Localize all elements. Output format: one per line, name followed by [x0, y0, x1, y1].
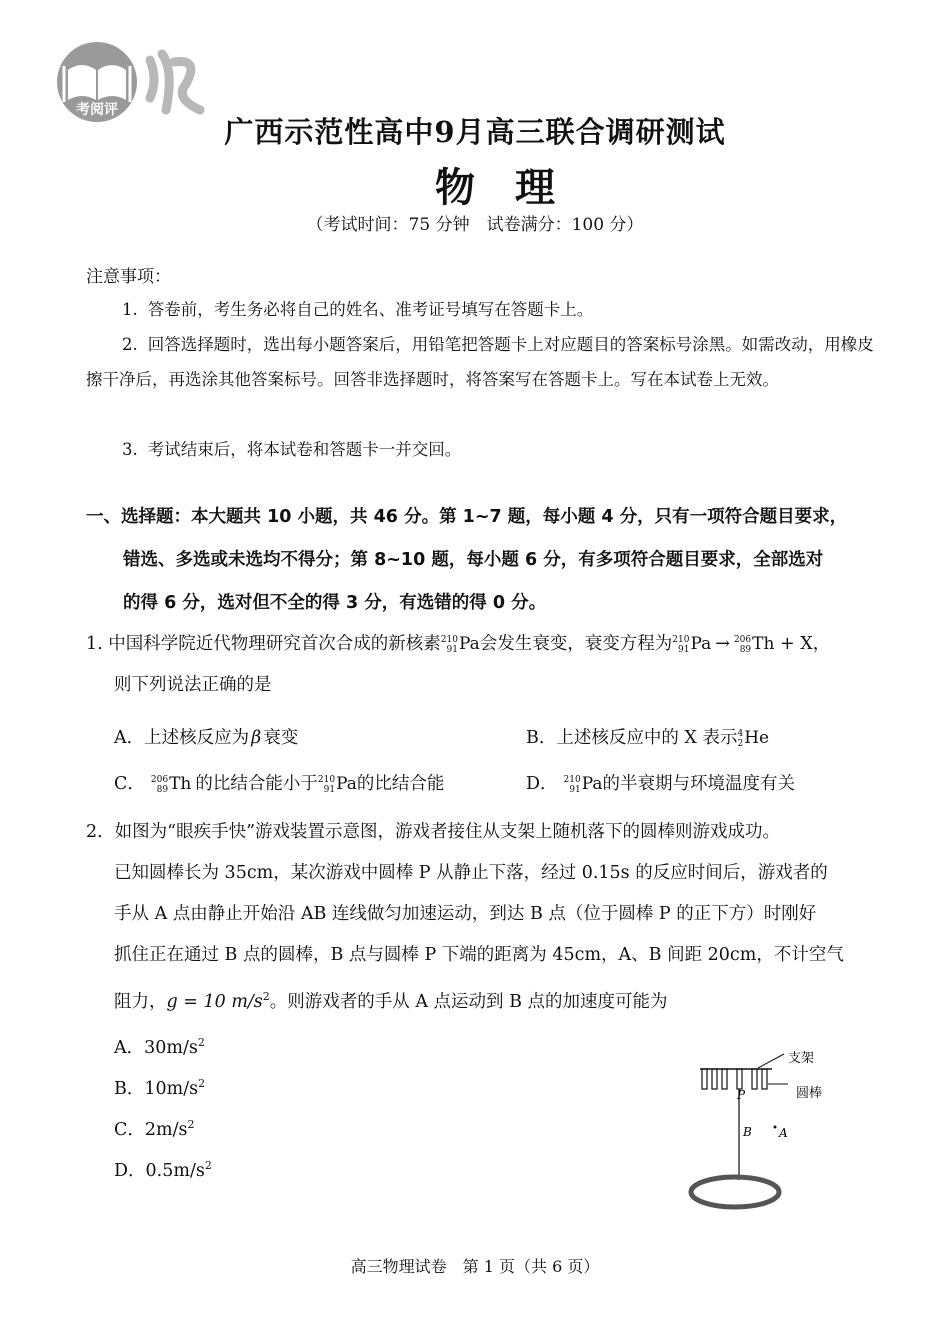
q1-stem-line2: 则下列说法正确的是	[114, 675, 272, 695]
point-a	[774, 1126, 777, 1129]
q2-number: 2．	[86, 822, 115, 842]
question-2	[86, 812, 886, 1023]
arrow-symbol: →	[715, 634, 730, 654]
nuclide-th: 206 89 Th	[733, 634, 775, 655]
section-line-2: 错选、多选或未选均不得分；第 8~10 题，每小题 6 分，有多项符合题目要求，全部选对	[123, 550, 824, 570]
note-item-1	[86, 292, 866, 327]
label-p: P	[737, 1088, 746, 1102]
nuclide-he: 4 2 He	[737, 728, 770, 749]
q1-option-b: B．上述核反应中的 X 表示 4 2 He	[526, 728, 770, 749]
q1-product-x: + X	[774, 634, 813, 654]
note-text: 答卷前，考生务必将自己的姓名、准考证号填写在答题卡上。	[147, 300, 594, 319]
nuclide-th: 206 89 Th	[150, 774, 192, 795]
label-a: A	[779, 1126, 788, 1140]
q2-line-5: 阻力，g = 10 $m/s^2$。则游戏者的手从 A 点运动到 B 点的加速度可能为	[114, 990, 668, 1012]
subject-title: 物理	[435, 164, 595, 211]
q1-option-c: C． 206 89 Th 的比结合能小于 210 91 Pa的比结合能	[114, 774, 445, 795]
note-text: 回答选择题时，选出每小题答案后，用铅笔把答题卡上对应题目的答案标号涂黑。如需改动，用橡皮擦干净后，再选涂其他答案标号。回答非选择题时，将答案写在答题卡上。写在本试卷上无效。	[86, 335, 874, 389]
notes-heading: 注意事项：	[86, 267, 171, 287]
q2-option-a: A．$30m/s^2$	[114, 1036, 205, 1058]
support-leader	[758, 1054, 784, 1068]
note-item-3	[86, 432, 866, 467]
note-num: 1.	[122, 300, 138, 319]
logo-text: 考阅评	[76, 102, 118, 118]
rods	[702, 1069, 767, 1089]
label-b: B	[743, 1125, 752, 1139]
q2-option-b: B．$10m/s^2$	[114, 1077, 206, 1099]
nuclide-pa: 210 91 Pa	[672, 634, 712, 655]
game-apparatus-diagram	[680, 1040, 860, 1220]
section-line-1: 一、选择题：本大题共 10 小题，共 46 分。第 1~7 题，每小题 4 分，只有一项符合题目要求，	[86, 507, 848, 527]
section-heading	[86, 496, 876, 625]
q2-line-2: 已知圆棒长为 35cm，某次游戏中圆棒 P 从静止下落，经过 0.15s 的反应时间后，游戏者的	[114, 863, 828, 883]
gravity-value: g = 10 m/s	[166, 991, 263, 1012]
label-support: 支架	[788, 1051, 815, 1066]
q2-line-1: 2．如图为“眼疾手快”游戏装置示意图，游戏者接住从支架上随机落下的圆棒则游戏成功。	[86, 822, 781, 842]
label-rod: 圆棒	[796, 1086, 823, 1101]
note-num: 3.	[122, 440, 138, 459]
ring	[691, 1177, 779, 1207]
q1-option-a: A．上述核反应为 β 衰变	[114, 728, 299, 748]
q2-option-d: D．$0.5m/s^2$	[114, 1159, 212, 1181]
q1-comma: ，	[812, 634, 831, 654]
nuclide-pa: 210 91 Pa	[563, 774, 603, 795]
exam-info: （考试时间：75 分钟 试卷满分：100 分）	[306, 215, 644, 235]
q1-option-d: D． 210 91 Pa的半衰期与环境温度有关	[526, 774, 796, 795]
exam-title: 广西示范性高中9月高三联合调研测试	[224, 115, 726, 149]
q1-stem-line1	[86, 624, 886, 665]
q1-number: 1.	[86, 634, 103, 654]
q2-line-3: 手从 A 点由静止开始沿 AB 连线做匀加速运动，到达 B 点（位于圆棒 P 的正下方）时刚好	[114, 904, 817, 924]
note-item-2	[86, 327, 876, 397]
nuclide-pa: 210 91 Pa	[440, 634, 480, 655]
q2-line-4: 抓住正在通过 B 点的圆棒，B 点与圆棒 P 下端的距离为 45cm，A、B 间距 20cm，不计空气	[114, 945, 844, 965]
question-1	[86, 624, 886, 706]
q2-option-c: C．$2m/s^2$	[114, 1118, 195, 1140]
note-text: 考试结束后，将本试卷和答题卡一并交回。	[147, 440, 462, 459]
page-footer: 高三物理试卷 第 1 页（共 6 页）	[350, 1257, 600, 1276]
nuclide-pa: 210 91 Pa	[317, 774, 357, 795]
section-line-3: 的得 6 分，选对但不全的得 3 分，有选错的得 0 分。	[123, 593, 547, 613]
q1-text: 中国科学院近代物理研究首次合成的新核素	[108, 634, 441, 654]
note-num: 2.	[122, 335, 138, 354]
q1-text: 会发生衰变，衰变方程为	[479, 634, 673, 654]
